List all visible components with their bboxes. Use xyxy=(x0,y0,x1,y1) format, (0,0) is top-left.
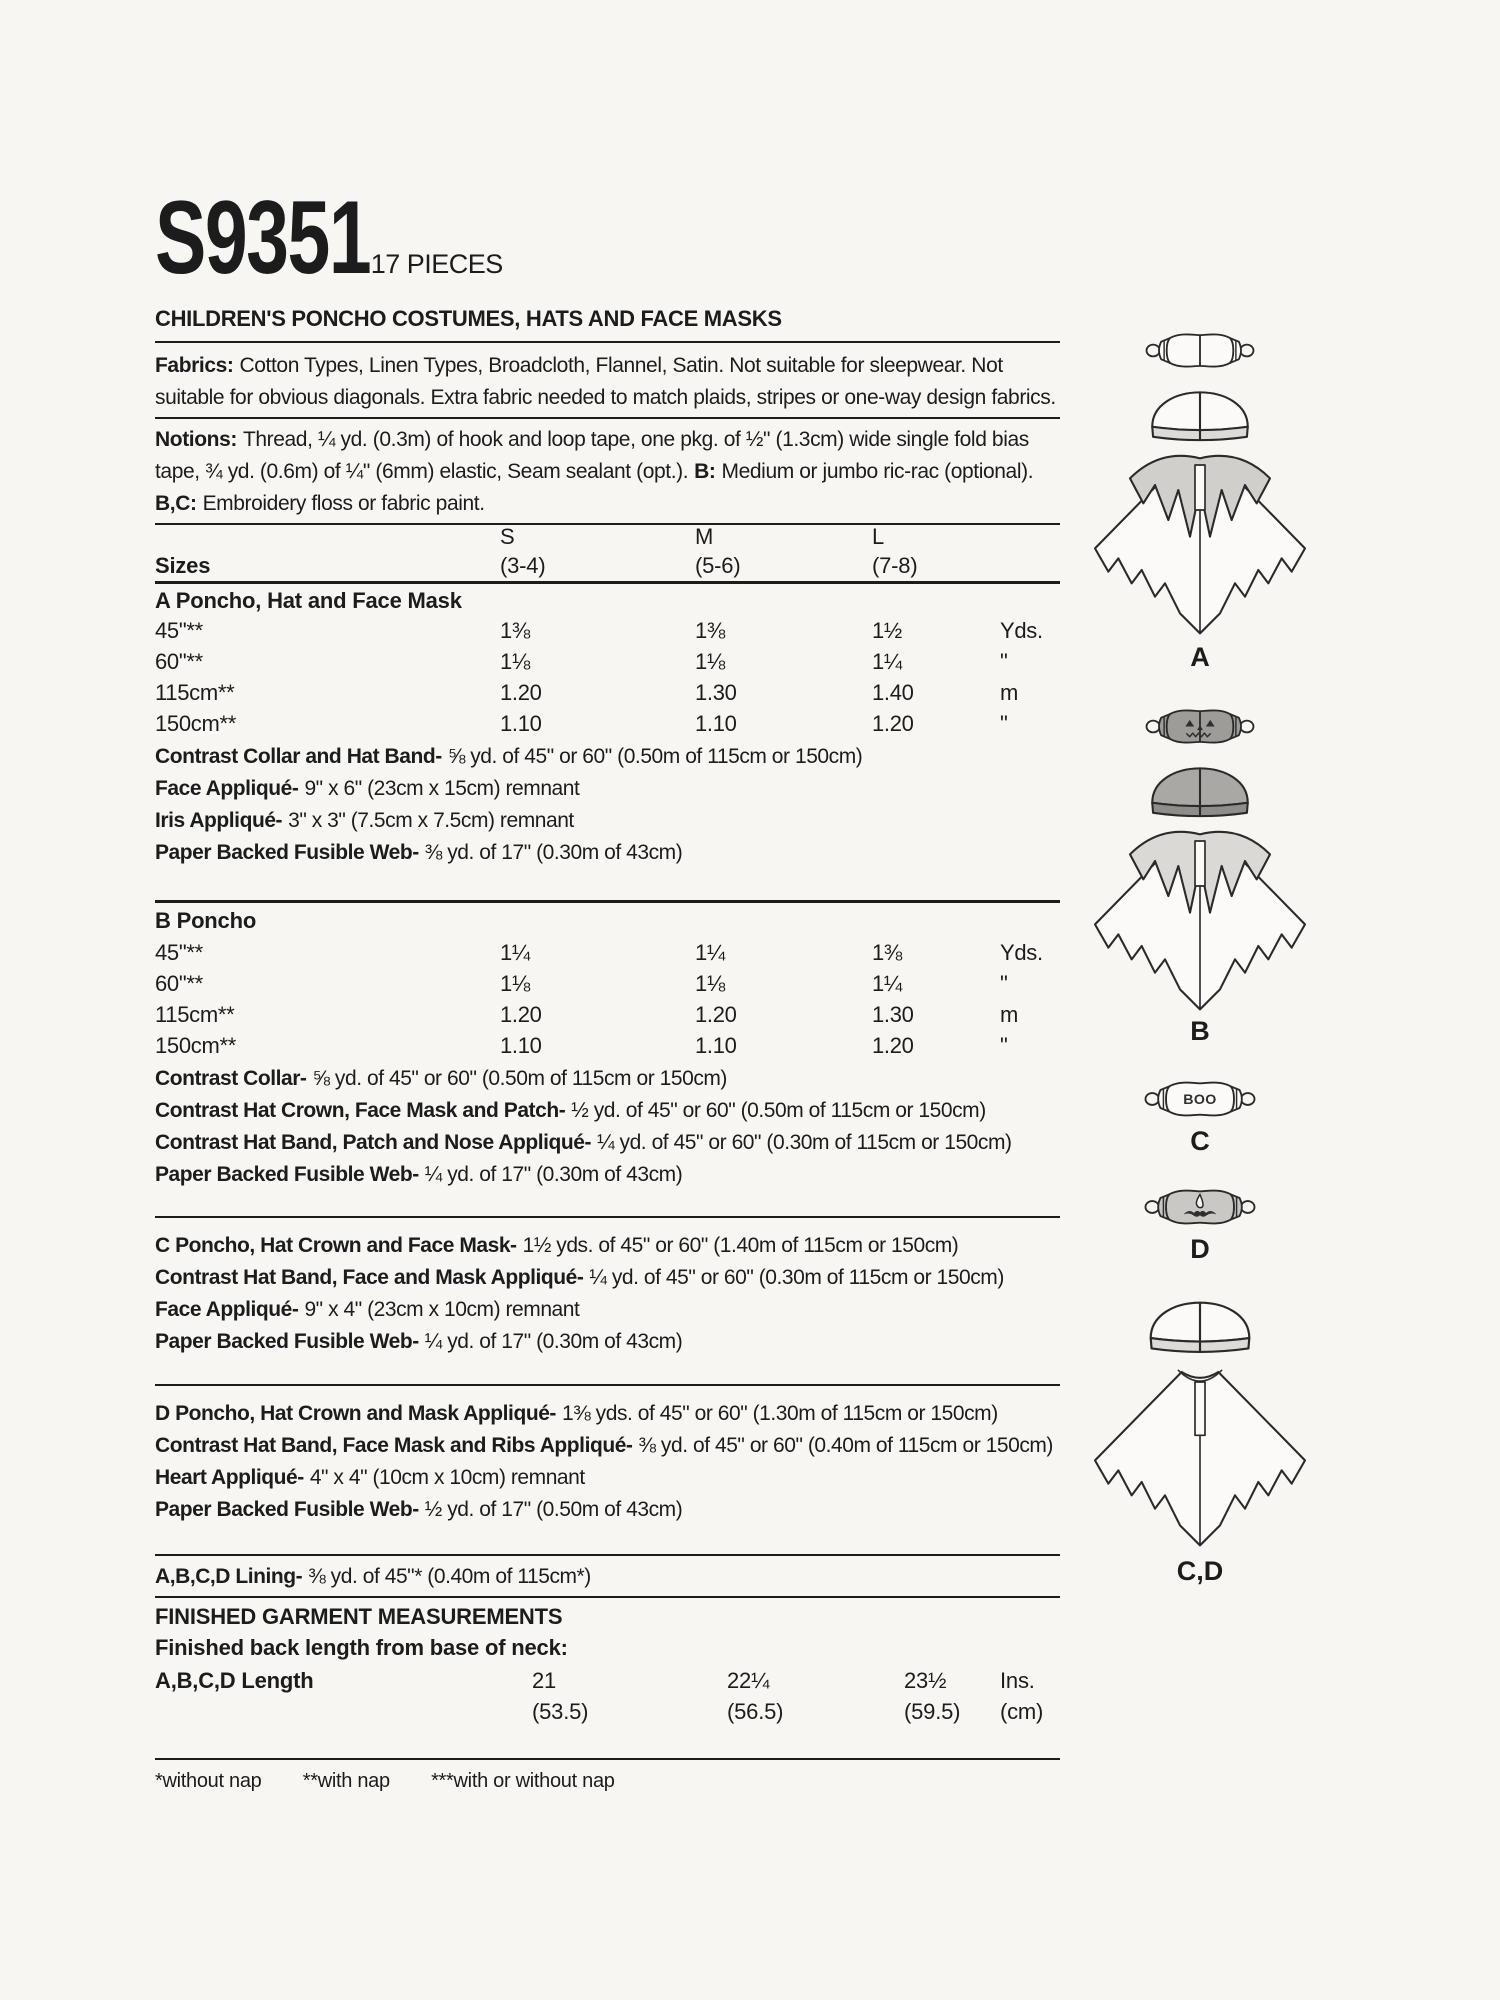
yardage-s: 1¼ xyxy=(500,940,530,965)
notions-line-2: tape, ¾ yd. (0.6m) of ¼" (6mm) elastic, Seam sealant (opt.). B: Medium or jumbo ric-rac (optional). xyxy=(155,460,1034,483)
note-line: Iris Appliqué- 3" x 3" (7.5cm x 7.5cm) remnant xyxy=(155,809,574,832)
yardage-l: 1½ xyxy=(872,618,902,643)
view-cd-hat-illustration xyxy=(1138,1294,1262,1358)
length-unit: Ins. xyxy=(1000,1668,1035,1693)
fabric-width-label: 150cm** xyxy=(155,711,237,736)
view-a-hat-illustration xyxy=(1140,384,1260,446)
garment-title: CHILDREN'S PONCHO COSTUMES, HATS AND FACE MASKS xyxy=(155,306,782,331)
view-bc-label-inline: B,C: xyxy=(155,492,197,515)
view-illustrations-column xyxy=(1000,0,1400,2000)
pieces-count: 17 PIECES xyxy=(370,249,503,279)
view-c-face-mask-illustration xyxy=(1144,1078,1256,1120)
length-s: 21 xyxy=(532,1668,557,1693)
size-range-m: (5-6) xyxy=(695,553,741,578)
finished-length-cm-row xyxy=(155,1697,1060,1727)
section-b-heading: B Poncho xyxy=(155,908,257,933)
yardage-m: 1⅛ xyxy=(695,971,725,996)
note-line: Paper Backed Fusible Web- ¼ yd. of 17" (0.30m of 43cm) xyxy=(155,1163,683,1186)
section-a-notes xyxy=(155,741,1060,869)
yardage-m: 1.30 xyxy=(695,680,737,705)
fabrics-line-2: suitable for obvious diagonals. Extra fabric needed to match plaids, stripes or one-way design fabrics. xyxy=(155,386,1056,409)
note-line: Contrast Collar- ⅝ yd. of 45" or 60" (0.50m of 115cm or 150cm) xyxy=(155,1067,727,1090)
fabrics-line-1: Fabrics: Cotton Types, Linen Types, Broadcloth, Flannel, Satin. Not suitable for sleepwear. Not xyxy=(155,354,1003,377)
view-cd-poncho-illustration xyxy=(1075,1352,1325,1552)
size-range-row xyxy=(155,551,1060,580)
yardage-m: 1.20 xyxy=(695,1002,737,1027)
pattern-number: S9351 xyxy=(155,180,371,296)
fabric-width-label: 45"** xyxy=(155,618,203,643)
yardage-s: 1⅛ xyxy=(500,649,530,674)
yardage-l: 1.20 xyxy=(872,711,914,736)
yardage-s: 1.20 xyxy=(500,680,542,705)
view-b-poncho-illustration xyxy=(1075,816,1325,1016)
yardage-l: 1.40 xyxy=(872,680,914,705)
size-col-l: L xyxy=(872,524,885,549)
view-a-poncho-illustration xyxy=(1075,440,1325,640)
yardage-row-b-45 xyxy=(155,937,1060,968)
length-cm-unit: (cm) xyxy=(1000,1699,1044,1724)
note-line: Face Appliqué- 9" x 6" (23cm x 15cm) remnant xyxy=(155,777,580,800)
fabrics-paragraph xyxy=(155,350,1060,419)
notions-label: Notions: xyxy=(155,428,237,451)
note-line: Paper Backed Fusible Web- ¼ yd. of 17" (0.30m of 43cm) xyxy=(155,1330,683,1353)
fabric-width-label: 115cm** xyxy=(155,1002,235,1027)
view-cd-label: C,D xyxy=(1176,1556,1224,1586)
note-line: Contrast Hat Band, Face Mask and Ribs Appliqué- ⅜ yd. of 45" or 60" (0.40m of 115cm or 150cm) xyxy=(155,1434,1053,1457)
view-d-label: D xyxy=(1190,1234,1210,1264)
yardage-m: 1.10 xyxy=(695,1033,737,1058)
yardage-unit: " xyxy=(1000,649,1008,674)
fabric-width-label: 60"** xyxy=(155,649,203,674)
view-a-face-mask-illustration xyxy=(1145,330,1255,371)
section-view-d xyxy=(155,1384,1060,1526)
note-line: Contrast Hat Crown, Face Mask and Patch- ½ yd. of 45" or 60" (0.50m of 115cm or 150cm) xyxy=(155,1099,986,1122)
nap-footnotes xyxy=(155,1758,1060,1793)
footnote-either-nap: ***with or without nap xyxy=(431,1770,615,1792)
yardage-s: 1⅛ xyxy=(500,971,530,996)
note-line: Contrast Hat Band, Patch and Nose Appliqué- ¼ yd. of 45" or 60" (0.30m of 115cm or 150cm) xyxy=(155,1131,1012,1154)
fabrics-label: Fabrics: xyxy=(155,354,234,377)
finished-row-label: A,B,C,D Length xyxy=(155,1668,314,1693)
yardage-unit: m xyxy=(1000,1002,1019,1027)
yardage-unit: " xyxy=(1000,971,1008,996)
yardage-s: 1.20 xyxy=(500,1002,542,1027)
section-b-notes xyxy=(155,1063,1060,1191)
view-a-label: A xyxy=(1190,642,1210,672)
notions-paragraph xyxy=(155,424,1060,525)
finished-measurements xyxy=(155,1602,1060,1727)
sizes-row-label: Sizes xyxy=(155,553,211,578)
fabric-width-label: 45"** xyxy=(155,940,203,965)
length-cm-m: (56.5) xyxy=(727,1699,784,1724)
yardage-row-b-150 xyxy=(155,1030,1060,1061)
yardage-s: 1.10 xyxy=(500,711,542,736)
yardage-l: 1.30 xyxy=(872,1002,914,1027)
yardage-row-a-150 xyxy=(155,708,1060,739)
notions-line-3: B,C: Embroidery floss or fabric paint. xyxy=(155,492,485,515)
yardage-m: 1¼ xyxy=(695,940,725,965)
size-letter-row xyxy=(155,522,1060,551)
view-c-label: C xyxy=(1190,1126,1210,1156)
fabric-width-label: 115cm** xyxy=(155,680,235,705)
yardage-l: 1¼ xyxy=(872,971,902,996)
fabric-width-label: 150cm** xyxy=(155,1033,237,1058)
length-m: 22¼ xyxy=(727,1668,770,1693)
lining-text: ⅜ yd. of 45"* (0.40m of 115cm*) xyxy=(308,1565,591,1588)
footnote-without-nap: *without nap xyxy=(155,1770,262,1792)
view-d-face-mask-illustration xyxy=(1144,1186,1256,1228)
size-range-l: (7-8) xyxy=(872,553,918,578)
garment-title-block xyxy=(155,306,1060,343)
note-line: Heart Appliqué- 4" x 4" (10cm x 10cm) remnant xyxy=(155,1466,585,1489)
view-b-label: B xyxy=(1190,1016,1210,1046)
size-col-s: S xyxy=(500,524,515,549)
view-b-label-inline: B: xyxy=(694,460,716,483)
footnote-with-nap: **with nap xyxy=(302,1770,390,1792)
lining-line xyxy=(155,1554,1060,1598)
yardage-l: 1⅜ xyxy=(872,940,902,965)
section-a-heading: A Poncho, Hat and Face Mask xyxy=(155,588,462,613)
size-col-m: M xyxy=(695,524,714,549)
finished-heading: FINISHED GARMENT MEASUREMENTS xyxy=(155,1604,563,1629)
note-line: D Poncho, Hat Crown and Mask Appliqué- 1⅜ yds. of 45" or 60" (1.30m of 115cm or 150cm) xyxy=(155,1402,998,1425)
note-line: Paper Backed Fusible Web- ½ yd. of 17" (0.50m of 43cm) xyxy=(155,1498,683,1521)
yardage-unit: Yds. xyxy=(1000,618,1043,643)
length-cm-s: (53.5) xyxy=(532,1699,589,1724)
note-line: Paper Backed Fusible Web- ⅜ yd. of 17" (0.30m of 43cm) xyxy=(155,841,683,864)
size-table-header xyxy=(155,522,1060,584)
yardage-m: 1⅜ xyxy=(695,618,725,643)
yardage-unit: m xyxy=(1000,680,1019,705)
yardage-row-b-115 xyxy=(155,999,1060,1030)
yardage-s: 1.10 xyxy=(500,1033,542,1058)
note-line: C Poncho, Hat Crown and Face Mask- 1½ yds. of 45" or 60" (1.40m of 115cm or 150cm) xyxy=(155,1234,959,1257)
yardage-unit: Yds. xyxy=(1000,940,1043,965)
note-line: Contrast Hat Band, Face and Mask Appliqué- ¼ yd. of 45" or 60" (0.30m of 115cm or 150cm) xyxy=(155,1266,1004,1289)
yardage-l: 1¼ xyxy=(872,649,902,674)
section-view-a xyxy=(155,588,1060,869)
length-l: 23½ xyxy=(904,1668,947,1693)
yardage-unit: " xyxy=(1000,711,1008,736)
section-view-b xyxy=(155,900,1060,1191)
finished-subheading: Finished back length from base of neck: xyxy=(155,1635,568,1660)
finished-length-row xyxy=(155,1664,1060,1697)
yardage-row-b-60 xyxy=(155,968,1060,999)
fabric-width-label: 60"** xyxy=(155,971,203,996)
note-line: Contrast Collar and Hat Band- ⅝ yd. of 45" or 60" (0.50m of 115cm or 150cm) xyxy=(155,745,863,768)
yardage-l: 1.20 xyxy=(872,1033,914,1058)
length-cm-l: (59.5) xyxy=(904,1699,961,1724)
lining-label: A,B,C,D Lining- xyxy=(155,1565,303,1588)
size-range-s: (3-4) xyxy=(500,553,546,578)
header xyxy=(155,180,1060,296)
note-line: Face Appliqué- 9" x 4" (23cm x 10cm) remnant xyxy=(155,1298,580,1321)
yardage-row-a-115 xyxy=(155,677,1060,708)
notions-line-1: Notions: Thread, ¼ yd. (0.3m) of hook and loop tape, one pkg. of ½" (1.3cm) wide single fold bias xyxy=(155,428,1029,451)
section-view-c xyxy=(155,1216,1060,1358)
boo-mask-text: BOO xyxy=(1183,1092,1217,1109)
yardage-m: 1⅛ xyxy=(695,649,725,674)
yardage-m: 1.10 xyxy=(695,711,737,736)
yardage-unit: " xyxy=(1000,1033,1008,1058)
view-b-face-mask-illustration xyxy=(1145,706,1255,747)
yardage-row-a-60 xyxy=(155,646,1060,677)
yardage-s: 1⅜ xyxy=(500,618,530,643)
view-b-hat-illustration xyxy=(1140,760,1260,822)
yardage-row-a-45 xyxy=(155,615,1060,646)
